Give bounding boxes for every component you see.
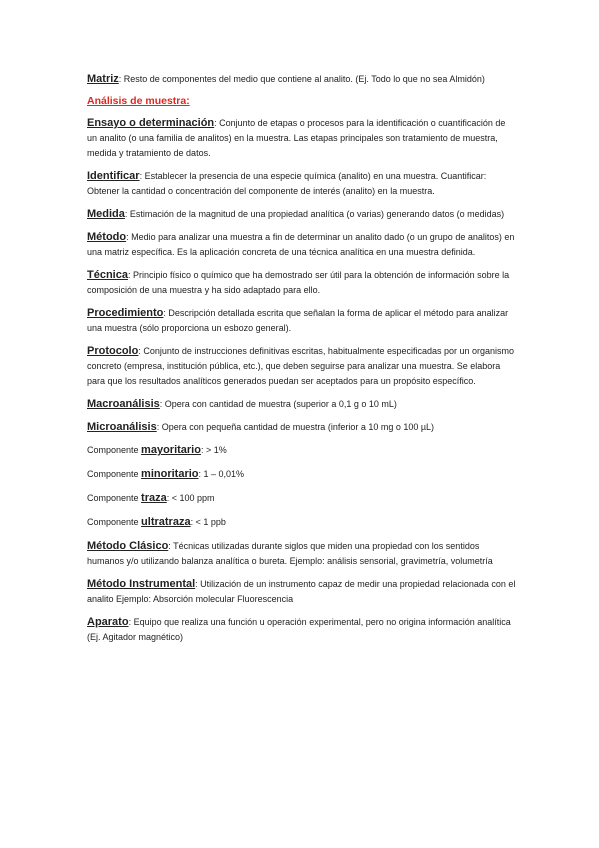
definition-text: : Estimación de la magnitud de una propiedad analítica (o varias) generando datos (o medidas) xyxy=(124,209,505,219)
term: minoritario xyxy=(141,468,199,480)
definition-item xyxy=(87,169,517,199)
definition-item xyxy=(87,268,517,298)
component-value: : < 1 ppb xyxy=(190,517,226,527)
component-item xyxy=(87,443,517,458)
term: Medida xyxy=(87,208,125,220)
component-value: : < 100 ppm xyxy=(166,493,215,503)
definition-text: : Resto de componentes del medio que contiene al analito. (Ej. Todo lo que no sea Almidón) xyxy=(118,74,485,84)
definition-item xyxy=(87,207,517,222)
term: Ensayo o determinación xyxy=(87,117,215,129)
component-prefix: Componente xyxy=(87,469,142,479)
definition-text: : Utilización de un instrumento capaz de medir una propiedad relacionada con el analito Ejemplo: Absorción molecular Fluorescencia xyxy=(87,579,516,604)
component-item xyxy=(87,515,517,530)
definition-item xyxy=(87,344,517,389)
term: Procedimiento xyxy=(87,307,164,319)
definition-text: : Opera con cantidad de muestra (superior a 0,1 g o 10 mL) xyxy=(159,399,397,409)
term: ultratraza xyxy=(141,516,191,528)
definition-text: : Equipo que realiza una función u operación experimental, pero no origina información analítica (Ej. Agitador magnético) xyxy=(87,617,511,642)
definition-text: : Descripción detallada escrita que señalan la forma de aplicar el método para analizar una muestra (sólo proporciona un esbozo general). xyxy=(87,308,509,333)
definition-item xyxy=(87,397,517,412)
definition-item xyxy=(87,306,517,336)
term: Método Clásico xyxy=(87,540,169,552)
term: Método Instrumental xyxy=(87,578,196,590)
term: Identificar xyxy=(87,170,140,182)
term: Matriz xyxy=(87,73,119,85)
component-value: : 1 – 0,01% xyxy=(198,469,245,479)
definition-item xyxy=(87,539,517,569)
definition-item xyxy=(87,230,517,260)
definition-text: : Medio para analizar una muestra a fin de determinar un analito dado (o un grupo de analitos) en una matriz específica. Es la aplicación concreta de una técnica analítica en una muestra definida. xyxy=(87,232,515,257)
term: Método xyxy=(87,231,127,243)
document-content xyxy=(87,72,517,653)
definition-item xyxy=(87,615,517,645)
component-prefix: Componente xyxy=(87,517,142,527)
component-value: : > 1% xyxy=(200,445,227,455)
section-title: Análisis de muestra: xyxy=(87,95,190,107)
definition-text: : Opera con pequeña cantidad de muestra (inferior a 10 mg o 100 µL) xyxy=(156,422,435,432)
definition-text: : Establecer la presencia de una especie química (analito) en una muestra. Cuantificar: Obtener la cantidad o concentración del componente de interés (analito) en la muestra. xyxy=(87,171,487,196)
term: Microanálisis xyxy=(87,421,157,433)
definition-text: : Conjunto de etapas o procesos para la identificación o cuantificación de un analito (o una familia de analitos) en la muestra. Las etapas principales son tratamiento de muestra, medida y tratamiento de datos. xyxy=(87,118,506,158)
definition-item xyxy=(87,420,517,435)
definition-matriz xyxy=(87,72,517,87)
component-prefix: Componente xyxy=(87,445,142,455)
definition-item xyxy=(87,116,517,161)
definition-item xyxy=(87,577,517,607)
component-item xyxy=(87,491,517,506)
term: Macroanálisis xyxy=(87,398,160,410)
term: Protocolo xyxy=(87,345,139,357)
definition-text: : Técnicas utilizadas durante siglos que miden una propiedad con los sentidos humanos y/o utilizando balanza analítica o bureta. Ejemplo: análisis sensorial, gravimetría, volumetría xyxy=(87,541,493,566)
definition-text: : Conjunto de instrucciones definitivas escritas, habitualmente especificadas por un organismo concreto (empresa, institución pública, etc.), que deben seguirse para analizar una muestra. Se elabora para que los resultados analíticos generados puedan ser aceptados para un propósito específico. xyxy=(87,346,515,386)
term: Aparato xyxy=(87,616,129,628)
term: mayoritario xyxy=(141,444,201,456)
definition-text: : Principio físico o químico que ha demostrado ser útil para la obtención de información sobre la composición de una muestra y ha sido adaptado para ello. xyxy=(87,270,510,295)
component-item xyxy=(87,467,517,482)
term: traza xyxy=(141,492,167,504)
component-prefix: Componente xyxy=(87,493,142,503)
term: Técnica xyxy=(87,269,128,281)
